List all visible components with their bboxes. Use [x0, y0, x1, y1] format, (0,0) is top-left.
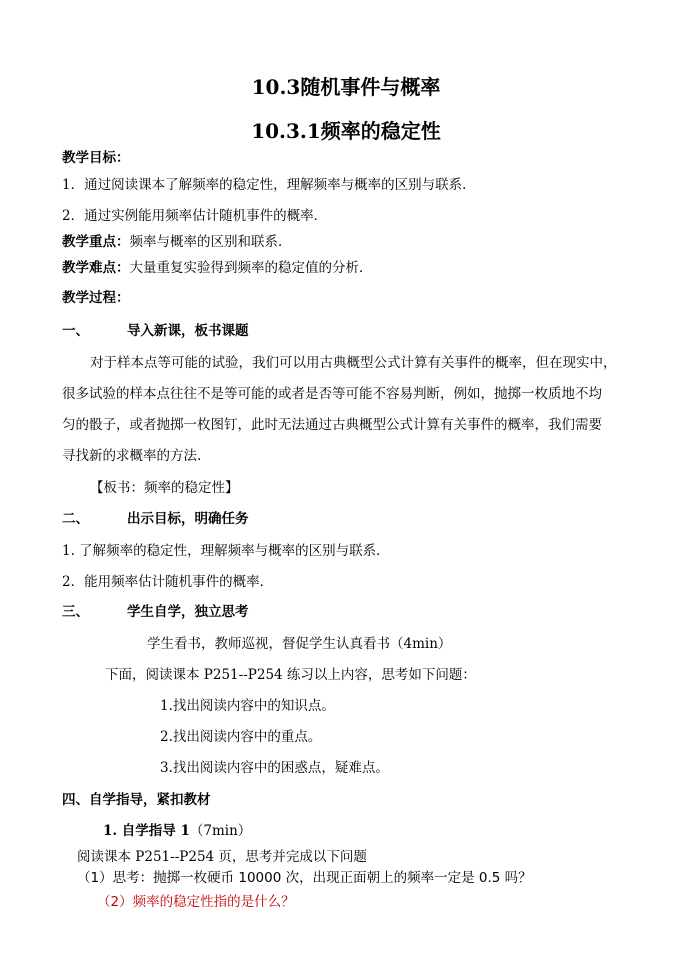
- page-title: 10.3随机事件与概率: [251, 75, 441, 99]
- objective-item-2: 2．通过实例能用频率估计随机事件的概率．: [62, 208, 328, 224]
- guide-1-label: 1. 自学指导 1: [103, 823, 190, 839]
- section4-heading: 四、自学指导，紧扣教材: [62, 792, 211, 808]
- objective-item-1: 1．通过阅读课本了解频率的稳定性，理解频率与概率的区别与联系．: [62, 177, 476, 193]
- section3-line-2: 下面，阅读课本 P251--P254 练习以上内容，思考如下问题：: [105, 667, 476, 683]
- section3-title: 学生自学，独立思考: [127, 604, 249, 620]
- section1-board-note: 【板书：频率的稳定性】: [90, 480, 239, 496]
- section2-number: 二、: [62, 511, 89, 527]
- section2-item-2: 2．能用频率估计随机事件的概率．: [62, 574, 274, 590]
- section1-heading: [62, 322, 249, 340]
- key-point-label: 教学重点：: [62, 234, 130, 250]
- difficulty-label: 教学难点：: [62, 260, 130, 276]
- section2-heading: [62, 510, 249, 528]
- section1-para-line-2: 很多试验的样本点往往不是等可能的或者是否等可能不容易判断，例如，抛掷一枚质地不均: [62, 386, 602, 402]
- objectives-label: 教学目标：: [62, 150, 130, 166]
- section1-para-line-3: 匀的骰子，或者抛掷一枚图钉，此时无法通过古典概型公式计算有关事件的概率，我们需要: [62, 417, 602, 433]
- guide-1-time: （7min）: [189, 823, 252, 839]
- section2-item-1: 1. 了解频率的稳定性，理解频率与概率的区别与联系．: [62, 543, 390, 559]
- page-subtitle: 10.3.1频率的稳定性: [251, 119, 441, 143]
- section3-heading: [62, 603, 249, 621]
- section1-para-line-1: 对于样本点等可能的试验，我们可以用古典概型公式计算有关事件的概率，但在现实中，: [90, 355, 617, 371]
- guide-1-reading: 阅读课本 P251--P254 页，思考并完成以下问题: [77, 849, 367, 865]
- section1-number: 一、: [62, 323, 89, 339]
- section3-question-3: 3.找出阅读内容中的困惑点，疑难点。: [160, 760, 389, 776]
- section3-line-1: 学生看书，教师巡视，督促学生认真看书（4min）: [147, 636, 452, 652]
- section1-para-line-4: 寻找新的求概率的方法.: [62, 448, 202, 464]
- section2-title: 出示目标，明确任务: [127, 511, 249, 527]
- section3-question-1: 1.找出阅读内容中的知识点。: [160, 698, 335, 714]
- section3-question-2: 2.找出阅读内容中的重点。: [160, 729, 322, 745]
- guide-1-line: [103, 822, 251, 840]
- process-label: 教学过程：: [62, 290, 130, 306]
- key-point-text: 频率与概率的区别和联系．: [129, 234, 292, 250]
- guide-1-question-2: （2）频率的稳定性指的是什么？: [97, 894, 295, 910]
- section1-title: 导入新课，板书课题: [127, 323, 249, 339]
- difficulty-line: [62, 259, 373, 277]
- difficulty-text: 大量重复实验得到频率的稳定值的分析．: [129, 260, 373, 276]
- section3-number: 三、: [62, 604, 89, 620]
- guide-1-question-1: （1）思考：抛掷一枚硬币 10000 次，出现正面朝上的频率一定是 0.5 吗？: [77, 870, 532, 886]
- key-point-line: [62, 233, 292, 251]
